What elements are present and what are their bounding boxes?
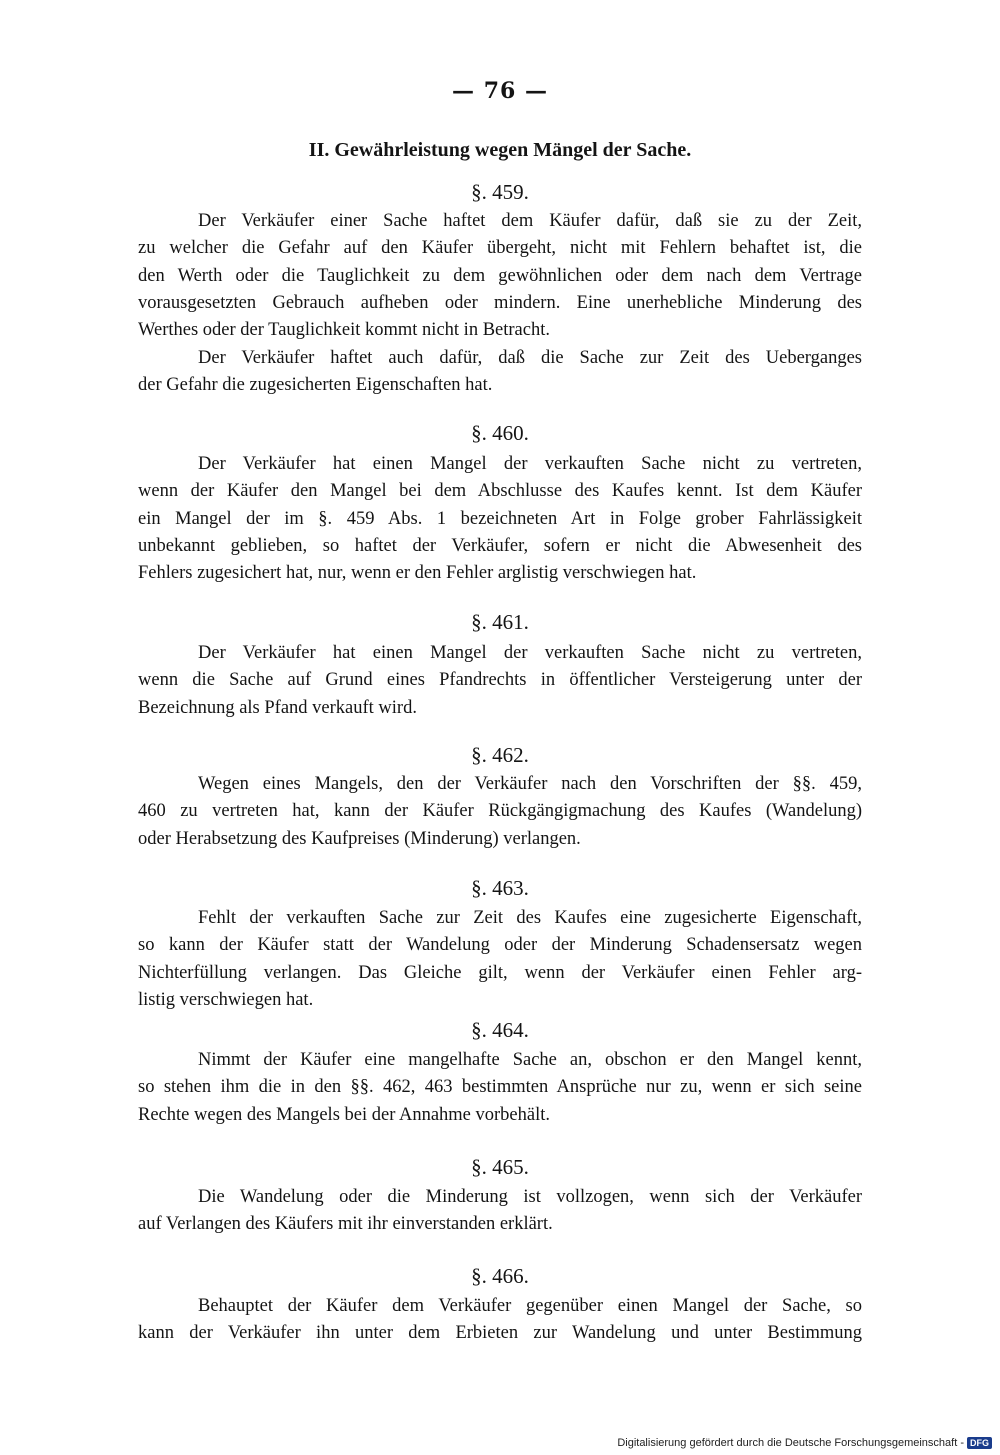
text-line: Der Verkäufer hat einen Mangel der verkauften Sache nicht zu vertreten, xyxy=(198,454,862,474)
text-line: Die Wandelung oder die Minderung ist vollzogen, wenn sich der Verkäufer xyxy=(198,1187,862,1207)
paragraph xyxy=(138,771,862,853)
paragraph xyxy=(138,345,862,400)
text-line: Werthes oder der Tauglichkeit kommt nicht in Betracht. xyxy=(138,320,550,341)
paragraph xyxy=(138,208,862,344)
section-number: §. 459. xyxy=(471,180,529,204)
text-line: Behauptet der Käufer dem Verkäufer gegenüber einen Mangel der Sache, so xyxy=(198,1296,862,1316)
text-line: Rechte wegen des Mangels bei der Annahme vorbehält. xyxy=(138,1104,551,1125)
text-line: zu welcher die Gefahr auf den Käufer übergeht, nicht mit Fehlern behaftet ist, die xyxy=(138,238,862,259)
credit-text: Digitalisierung gefördert durch die Deutsche Forschungsgemeinschaft - xyxy=(617,1437,964,1449)
chapter-heading: II. Gewährleistung wegen Mängel der Sache. xyxy=(308,139,692,161)
section-number: §. 463. xyxy=(471,876,529,900)
section-number: §. 464. xyxy=(471,1018,529,1042)
digitization-credit xyxy=(617,1435,992,1451)
paragraph xyxy=(138,1293,862,1348)
text-line: Nichterfüllung verlangen. Das Gleiche gilt, wenn der Verkäufer einen Fehler arg- xyxy=(138,962,862,983)
text-line: ein Mangel der im §. 459 Abs. 1 bezeichneten Art in Folge grober Fahrlässigkeit xyxy=(138,508,862,529)
text-line: vorausgesetzten Gebrauch aufheben oder mindern. Eine unerhebliche Minderung des xyxy=(138,292,862,313)
text-line: Bezeichnung als Pfand verkauft wird. xyxy=(138,697,417,718)
text-line: so kann der Käufer statt der Wandelung oder der Minderung Schadensersatz wegen xyxy=(138,935,862,956)
page-number: — 76 — xyxy=(452,78,548,104)
text-line: Nimmt der Käufer eine mangelhafte Sache an, obschon er den Mangel kennt, xyxy=(198,1050,862,1070)
text-line: oder Herabsetzung des Kaufpreises (Minderung) verlangen. xyxy=(138,828,581,849)
text-line: wenn die Sache auf Grund eines Pfandrechts in öffentlicher Versteigerung unter der xyxy=(138,670,862,691)
section-number: §. 465. xyxy=(471,1155,529,1179)
text-line: Fehlt der verkauften Sache zur Zeit des Kaufes eine zugesicherte Eigenschaft, xyxy=(198,908,862,928)
text-line: unbekannt geblieben, so haftet der Verkäufer, sofern er nicht die Abwesenheit des xyxy=(138,535,862,556)
paragraph xyxy=(138,1047,862,1129)
paragraph xyxy=(138,905,862,1014)
section-number: §. 466. xyxy=(471,1264,529,1288)
dfg-logo-icon: DFG xyxy=(967,1437,992,1449)
text-line: Der Verkäufer hat einen Mangel der verkauften Sache nicht zu vertreten, xyxy=(198,643,862,663)
section-number: §. 462. xyxy=(471,743,529,767)
paragraph xyxy=(138,640,862,722)
section-number: §. 460. xyxy=(471,421,529,445)
text-line: so stehen ihm die in den §§. 462, 463 bestimmten Ansprüche nur zu, wenn er sich seine xyxy=(138,1077,862,1098)
text-line: Der Verkäufer haftet auch dafür, daß die Sache zur Zeit des Ueberganges xyxy=(198,348,862,368)
text-line: 460 zu vertreten hat, kann der Käufer Rückgängigmachung des Kaufes (Wandelung) xyxy=(138,801,862,822)
paragraph xyxy=(138,1184,862,1239)
text-line: kann der Verkäufer ihn unter dem Erbieten zur Wandelung und unter Bestimmung xyxy=(138,1323,862,1344)
text-line: Wegen eines Mangels, den der Verkäufer nach den Vorschriften der §§. 459, xyxy=(198,774,862,794)
text-line: wenn der Käufer den Mangel bei dem Abschlusse des Kaufes kennt. Ist dem Käufer xyxy=(138,481,862,502)
text-line: der Gefahr die zugesicherten Eigenschaften hat. xyxy=(138,375,493,396)
text-line: den Werth oder die Tauglichkeit zu dem gewöhnlichen oder dem nach dem Vertrage xyxy=(138,265,862,286)
text-line: Fehlers zugesichert hat, nur, wenn er den Fehler arglistig verschwiegen hat. xyxy=(138,563,697,584)
text-line: Der Verkäufer einer Sache haftet dem Käufer dafür, daß sie zu der Zeit, xyxy=(198,211,862,231)
section-number: §. 461. xyxy=(471,610,529,634)
paragraph xyxy=(138,451,862,587)
text-line: auf Verlangen des Käufers mit ihr einverstanden erklärt. xyxy=(138,1214,553,1235)
text-line: listig verschwiegen hat. xyxy=(138,989,314,1010)
